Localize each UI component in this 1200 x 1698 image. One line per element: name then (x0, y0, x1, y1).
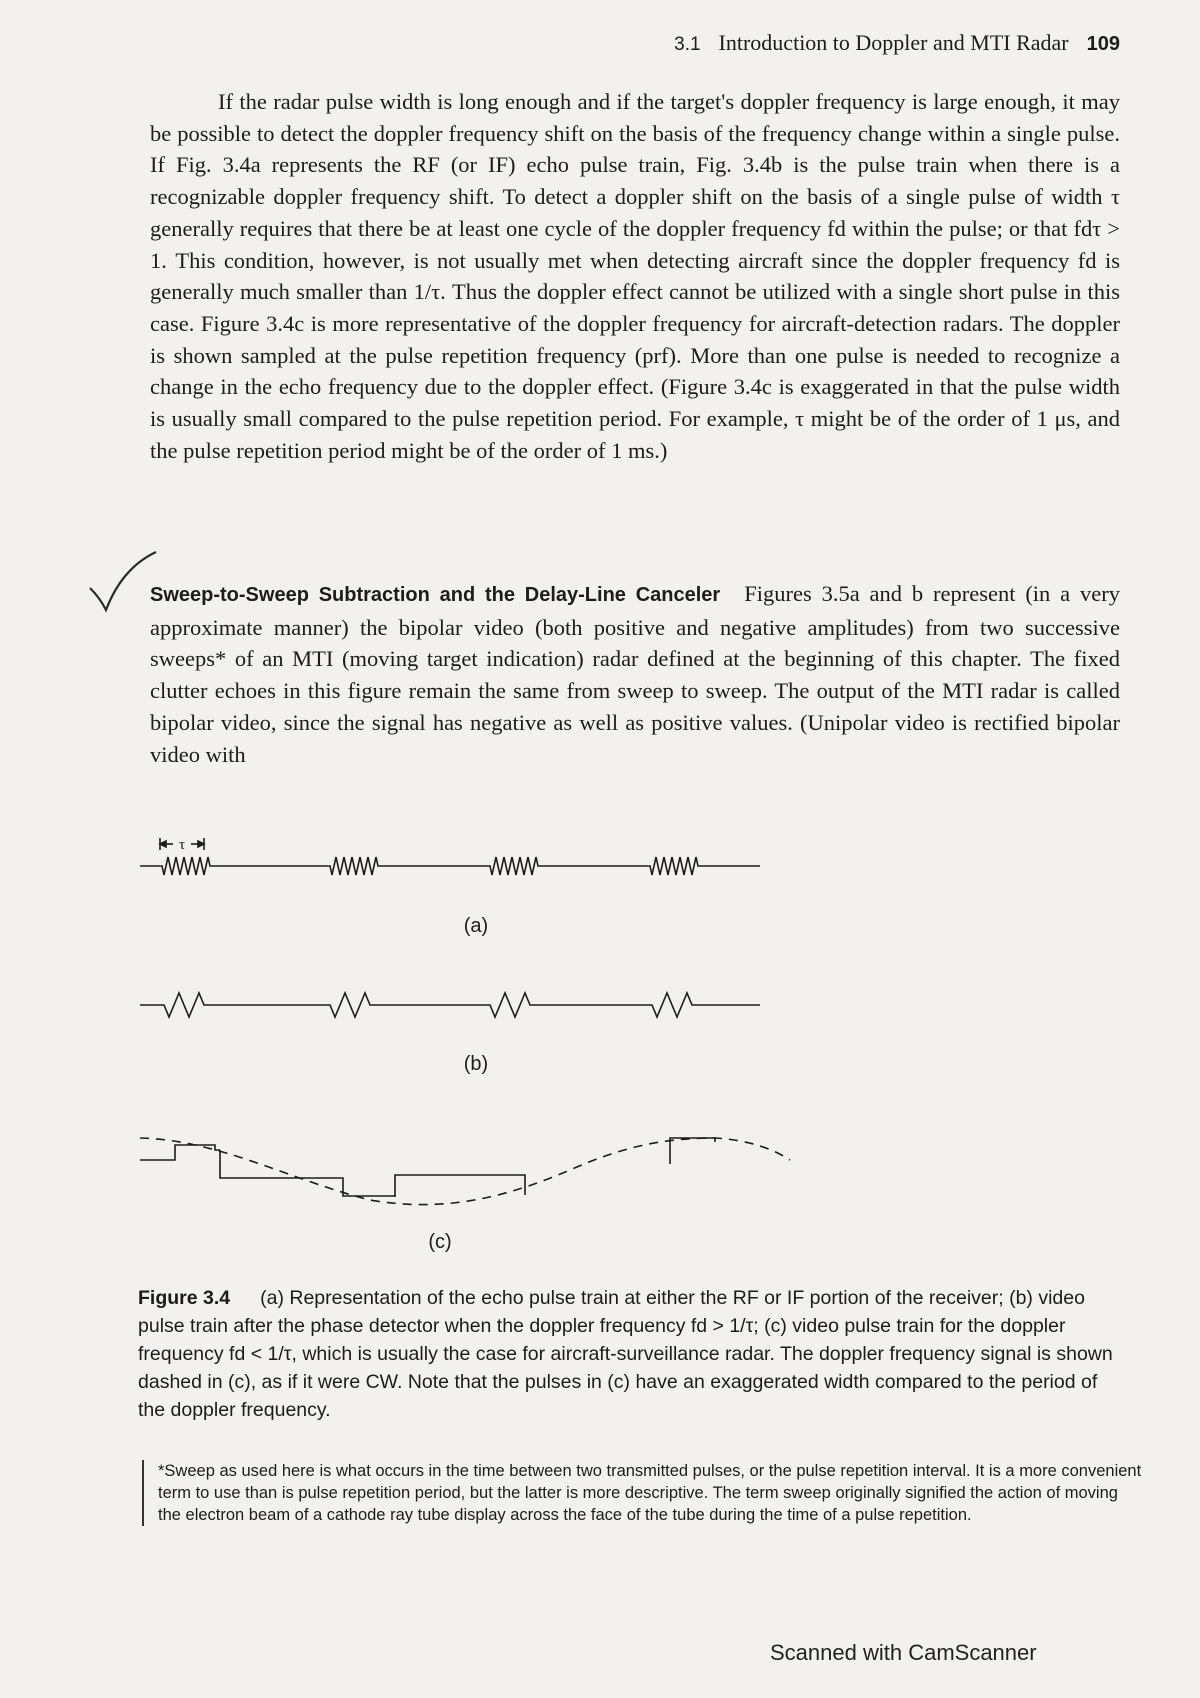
footnote: *Sweep as used here is what occurs in the time between two transmitted pulses, or the pulse repetition interval. It is a more convenient term to use than is pulse repetition period, but the latter is more descriptive. The term sweep originally signified the action of moving the electron beam of a cathode ray tube display across the face of the tube during the time of a pulse repetition. (142, 1460, 1143, 1526)
paragraph-text: Figures 3.5a and b represent (in a very approximate manner) the bipolar video (both positive and negative amplitudes) from two successive sweeps* of an MTI (moving target indication) radar defined at the beginning of this chapter. The fixed clutter echoes in this figure remain the same from sweep to sweep. The output of the MTI radar is called bipolar video, since the signal has negative as well as positive values. (Unipolar video is rectified bipolar video with (150, 581, 1120, 767)
panel-b-label: (b) (463, 1053, 489, 1075)
running-header (580, 30, 1120, 56)
figure-caption (138, 1284, 1118, 1424)
body-paragraph-sweep (150, 578, 1120, 770)
caption-label: Figure 3.4 (138, 1287, 231, 1309)
caption-text: (a) Representation of the echo pulse train at either the RF or IF portion of the receiver; (b) video pulse train after the phase detector when the doppler frequency fd > 1/τ; (c) video pulse train for the doppler frequency fd < 1/τ, which is usually the case for aircraft-surveillance radar. The doppler frequency signal is shown dashed in (c), as if it were CW. Note that the pulses in (c) have an exaggerated width compared to the period of the doppler frequency. (138, 1287, 1113, 1421)
page-number: 109 (1086, 33, 1120, 55)
figure-3-4 (140, 820, 840, 1260)
video-pulse-train (140, 993, 760, 1017)
scanner-watermark: Scanned with CamScanner (770, 1640, 1037, 1665)
run-in-heading: Sweep-to-Sweep Subtraction and the Delay-Line Canceler (150, 584, 721, 606)
section-title: Introduction to Doppler and MTI Radar (718, 30, 1069, 55)
section-number: 3.1 (674, 34, 701, 55)
panel-a-label: (a) (463, 915, 489, 937)
tau-label: τ (178, 837, 186, 853)
panel-c-label: (c) (428, 1231, 452, 1253)
doppler-cw-dashed (140, 1138, 790, 1205)
doppler-sampled-pulses (140, 1138, 715, 1197)
rf-pulse-train (140, 857, 760, 875)
body-paragraph-doppler: If the radar pulse width is long enough and if the target's doppler frequency is large enough, it may be possible to detect the doppler frequency shift on the basis of the frequency change within a single pulse. If Fig. 3.4a represents the RF (or IF) echo pulse train, Fig. 3.4b is the pulse train when there is a recognizable doppler frequency shift. To detect a doppler shift on the basis of a single pulse of width τ generally requires that there be at least one cycle of the doppler frequency fd within the pulse; or that fdτ > 1. This condition, however, is not usually met when detecting aircraft since the doppler frequency fd is generally much smaller than 1/τ. Thus the doppler effect cannot be utilized with a single short pulse in this case. Figure 3.4c is more representative of the doppler frequency for aircraft-detection radars. The doppler is shown sampled at the pulse repetition frequency (prf). More than one pulse is needed to recognize a change in the echo frequency due to the doppler effect. (Figure 3.4c is exaggerated in that the pulse width is usually small compared to the pulse repetition period. For example, τ might be of the order of 1 μs, and the pulse repetition period might be of the order of 1 ms.) (150, 89, 1120, 463)
